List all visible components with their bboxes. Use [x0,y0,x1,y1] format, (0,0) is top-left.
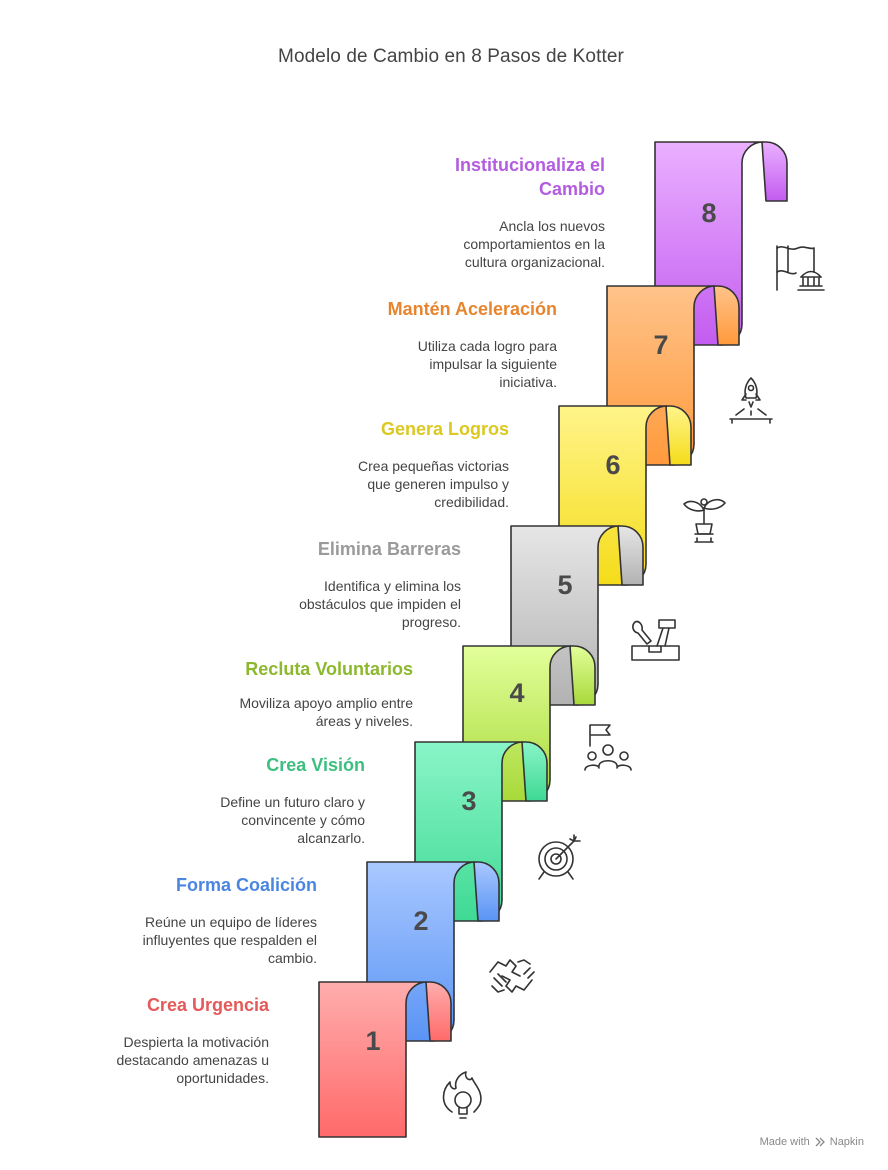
step-5-number: 5 [557,570,573,600]
desc-line: convincente y cómo [241,812,365,828]
step-3-number: 3 [461,786,477,816]
made-with-label: Made with [759,1136,810,1148]
step-5-desc [241,577,461,631]
desc-line: obstáculos que impiden el [299,596,461,612]
step-6-number: 6 [605,450,621,480]
step-4-title: Recluta Voluntarios [245,659,413,679]
napkin-brand: Napkin [829,1136,864,1148]
desc-line: que generen impulso y [367,476,509,492]
desc-line: Utiliza cada logro para [417,338,557,354]
desc-line: áreas y niveles. [315,713,413,729]
team-flag-icon [582,722,634,774]
step-3-desc [145,793,365,847]
plant-icon [679,494,729,546]
desc-line: Define un futuro claro y [220,794,365,810]
desc-line: cambio. [267,950,317,966]
desc-line: comportamientos en la [463,236,605,252]
step-6-title: Genera Logros [380,419,509,439]
desc-line: oportunidades. [176,1070,269,1086]
hands-puzzle-icon [486,952,538,1002]
step-1-title: Crea Urgencia [146,995,269,1015]
napkin-logo-icon [814,1136,826,1148]
desc-line: impulsar la siguiente [429,356,557,372]
desc-line: Crea pequeñas victorias [358,458,509,474]
desc-line: Reúne un equipo de líderes [144,914,317,930]
desc-line: Despierta la motivación [123,1034,269,1050]
fire-bulb-icon [438,1070,488,1122]
step-2-title: Forma Coalición [175,875,317,895]
desc-line: Moviliza apoyo amplio entre [239,695,413,711]
desc-line: Ancla los nuevos [499,218,605,234]
step-7-title: Mantén Aceleración [387,299,557,319]
desc-line: credibilidad. [434,494,509,510]
step-4-number: 4 [509,678,525,708]
desc-line: iniciativa. [499,374,557,390]
diagram-title: Modelo de Cambio en 8 Pasos de Kotter [278,46,624,67]
step-7-number: 7 [653,330,669,360]
institution-flag-icon [772,242,826,294]
desc-line: progreso. [401,614,461,630]
step-6-desc [289,457,509,511]
desc-line: alcanzarlo. [297,830,365,846]
step-8-number: 8 [701,198,717,228]
step-5-title: Elimina Barreras [317,539,461,559]
step-7-desc [337,337,557,391]
target-icon [534,832,584,882]
desc-line: destacando amenazas u [116,1052,269,1068]
step-2-number: 2 [413,906,429,936]
tools-icon [629,616,683,664]
step-8-title: Institucionaliza el Cambio [454,155,605,199]
step-2-desc [77,913,317,967]
step-1-ribbon [319,982,451,1137]
made-with-footer [760,1136,864,1148]
rocket-icon [726,375,776,425]
step-8-desc [385,217,605,271]
desc-line: cultura organizacional. [464,254,605,270]
desc-line: Identifica y elimina los [324,578,461,594]
step-1-number: 1 [365,1026,381,1056]
step-4-desc [173,694,413,730]
step-1-desc [49,1033,269,1087]
step-3-title: Crea Visión [266,755,365,775]
desc-line: influyentes que respalden el [142,932,317,948]
